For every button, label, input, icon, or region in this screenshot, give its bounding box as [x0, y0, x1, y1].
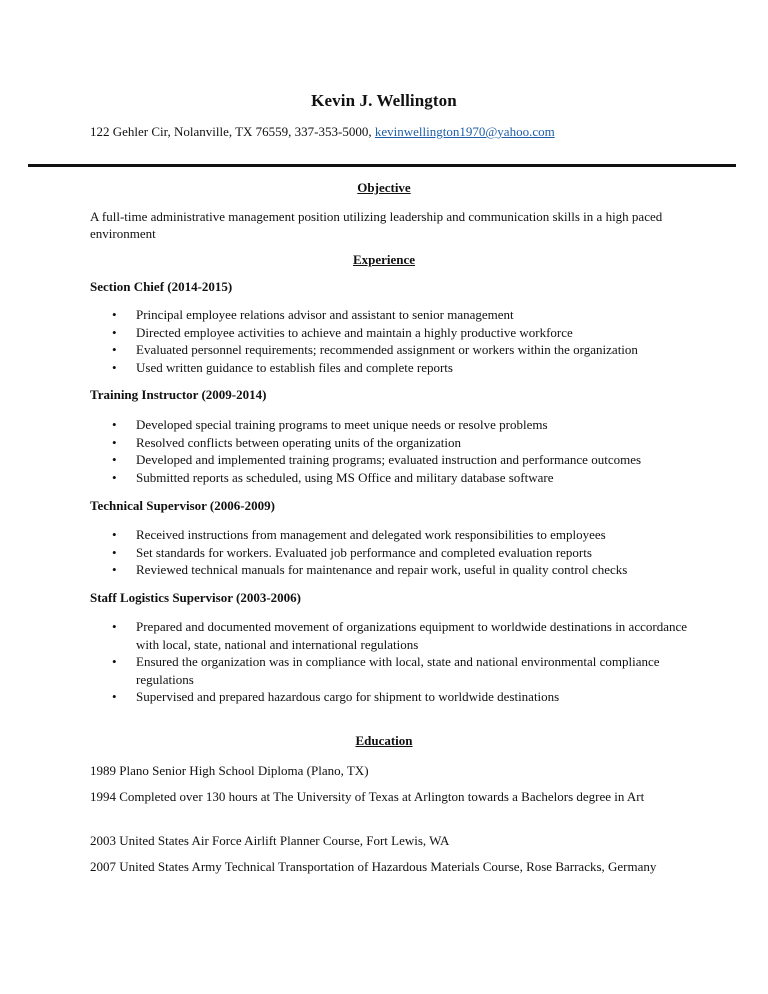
- list-item: • Ensured the organization was in compliance with local, state and national environmental compliance regulations: [90, 653, 690, 688]
- contact-line: [90, 124, 555, 140]
- objective-text: A full-time administrative management position utilizing leadership and communication skills in a high paced environment: [90, 209, 663, 241]
- list-item: • Supervised and prepared hazardous cargo for shipment to worldwide destinations: [90, 688, 690, 706]
- objective-heading: Objective: [357, 180, 411, 195]
- list-item: • Principal employee relations advisor and assistant to senior management: [90, 306, 690, 324]
- education-heading: Education: [355, 733, 413, 748]
- list-item: • Set standards for workers. Evaluated job performance and completed evaluation reports: [90, 544, 690, 562]
- role-title: Training Instructor (2009-2014): [90, 387, 267, 402]
- list-item: • Prepared and documented movement of organizations equipment to worldwide destinations in accordance with local, state, national and international regulations: [90, 618, 690, 653]
- list-item: • Developed special training programs to meet unique needs or resolve problems: [90, 416, 690, 434]
- list-item: • Used written guidance to establish files and complete reports: [90, 359, 690, 377]
- education-item: 2007 United States Army Technical Transportation of Hazardous Materials Course, Rose Barracks, Germany: [90, 859, 657, 874]
- list-item: • Received instructions from management and delegated work responsibilities to employees: [90, 526, 690, 544]
- education-item: 1989 Plano Senior High School Diploma (Plano, TX): [90, 763, 369, 778]
- education-item: 2003 United States Air Force Airlift Planner Course, Fort Lewis, WA: [90, 833, 450, 848]
- role-bullet-list: [90, 618, 690, 706]
- email-link[interactable]: kevinwellington1970@yahoo.com: [374, 124, 555, 139]
- experience-heading: Experience: [352, 252, 416, 267]
- list-item: • Developed and implemented training programs; evaluated instruction and performance outcomes: [90, 451, 690, 469]
- role-title: Technical Supervisor (2006-2009): [90, 498, 275, 513]
- list-item: • Reviewed technical manuals for maintenance and repair work, useful in quality control checks: [90, 561, 690, 579]
- role-bullet-list: [90, 416, 690, 486]
- role-title: Section Chief (2014-2015): [90, 279, 233, 294]
- role-title: Staff Logistics Supervisor (2003-2006): [90, 590, 302, 605]
- role-bullet-list: [90, 306, 690, 376]
- applicant-name: Kevin J. Wellington: [311, 91, 457, 110]
- contact-address-phone: 122 Gehler Cir, Nolanville, TX 76559, 337-353-5000,: [90, 124, 375, 139]
- role-bullet-list: [90, 526, 690, 579]
- list-item: • Resolved conflicts between operating units of the organization: [90, 434, 690, 452]
- header-divider: [28, 164, 736, 167]
- list-item: • Submitted reports as scheduled, using MS Office and military database software: [90, 469, 690, 487]
- list-item: • Directed employee activities to achieve and maintain a highly productive workforce: [90, 324, 690, 342]
- list-item: • Evaluated personnel requirements; recommended assignment or workers within the organization: [90, 341, 690, 359]
- education-item: 1994 Completed over 130 hours at The University of Texas at Arlington towards a Bachelors degree in Art: [90, 789, 645, 804]
